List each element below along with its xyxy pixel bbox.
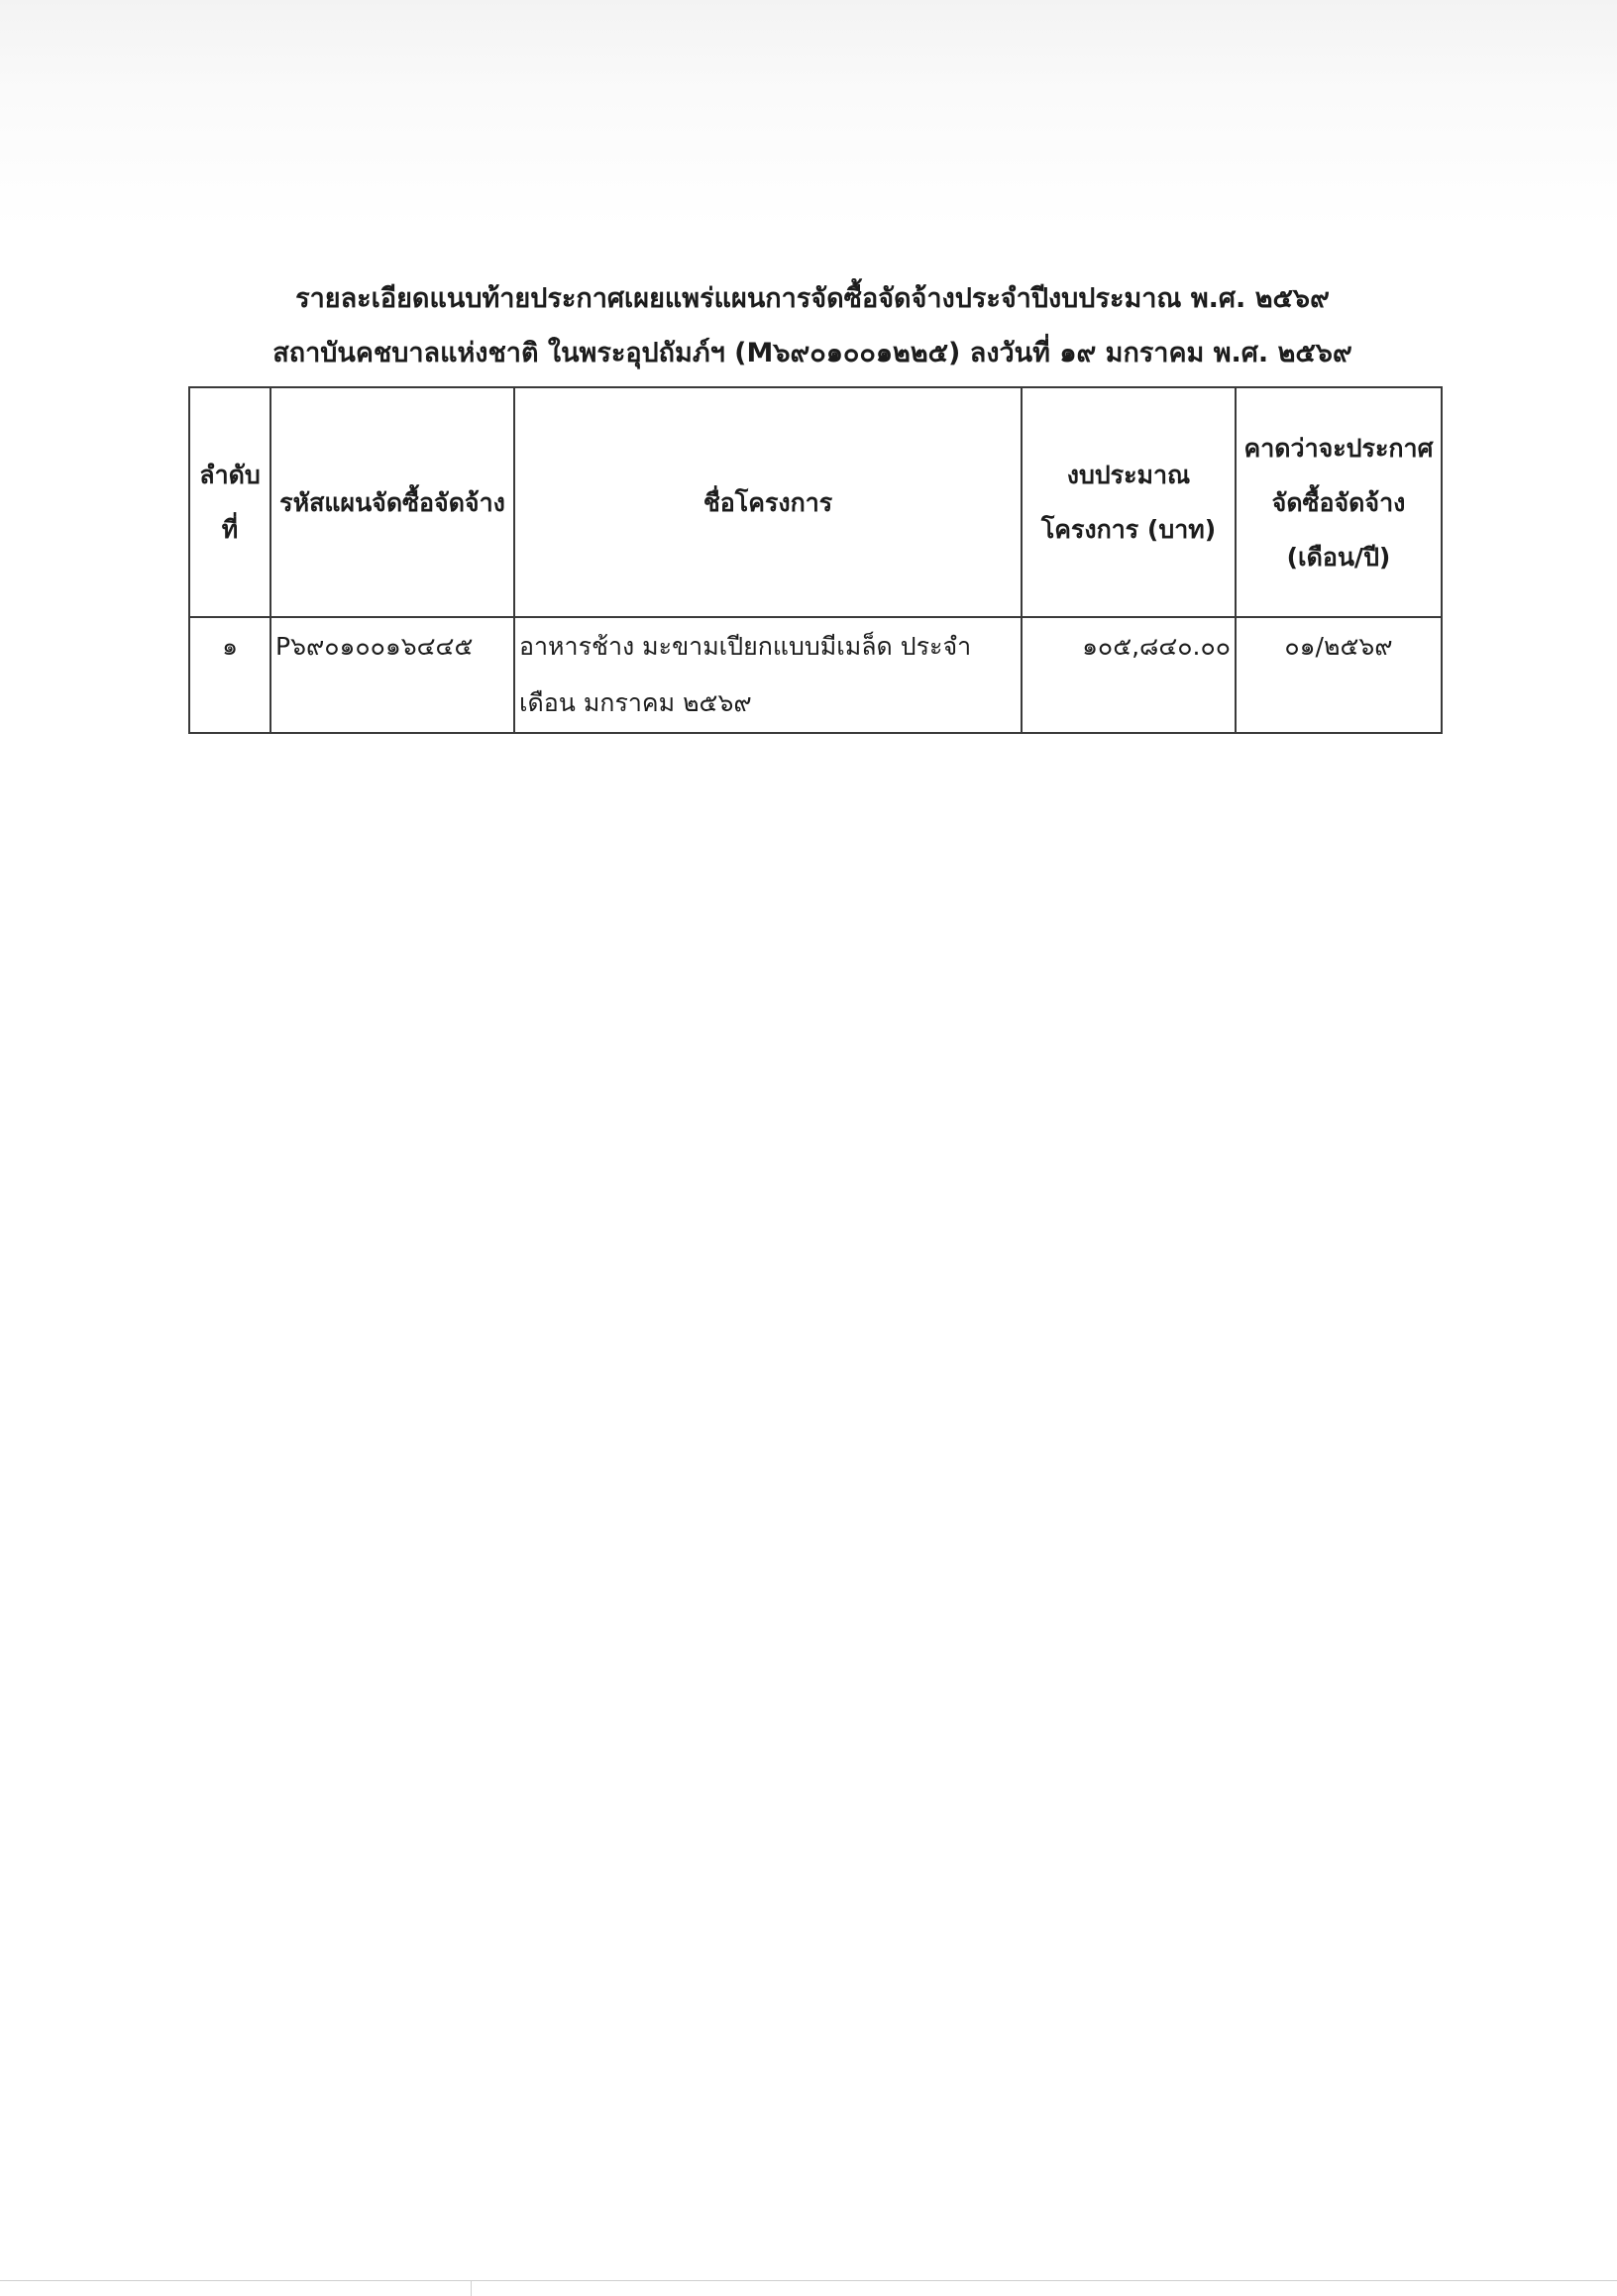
cell-budget: ๑๐๕,๘๔๐.๐๐ <box>1022 617 1236 733</box>
cell-project-name: อาหารช้าง มะขามเปียกแบบมีเมล็ด ประจำเดือน มกราคม ๒๕๖๙ <box>514 617 1022 733</box>
header-project-name: ชื่อโครงการ <box>514 387 1022 617</box>
header-budget: งบประมาณโครงการ (บาท) <box>1022 387 1236 617</box>
footer-divider-tick <box>471 2280 472 2296</box>
header-plan-code: รหัสแผนจัดซื้อจัดจ้าง <box>270 387 514 617</box>
footer-divider <box>0 2280 1617 2281</box>
header-expected-date: คาดว่าจะประกาศจัดซื้อจัดจ้าง (เดือน/ปี) <box>1236 387 1442 617</box>
cell-no: ๑ <box>189 617 270 733</box>
document-title-line2: สถาบันคชบาลแห่งชาติ ในพระอุปถัมภ์ฯ (M๖๙๐๑๐๐๑๒๒๕) ลงวันที่ ๑๙ มกราคม พ.ศ. ๒๕๖๙ <box>272 338 1352 368</box>
cell-plan-code: P๖๙๐๑๐๐๑๖๔๔๕ <box>270 617 514 733</box>
document-title-line1: รายละเอียดแนบท้ายประกาศเผยแพร่แผนการจัดซื้อจัดจ้างประจำปีงบประมาณ พ.ศ. ๒๕๖๙ <box>295 283 1330 314</box>
cell-expected-date: ๐๑/๒๕๖๙ <box>1236 617 1442 733</box>
procurement-plan-table <box>188 386 1443 734</box>
table-header-row <box>189 387 1442 617</box>
header-no: ลำดับที่ <box>189 387 270 617</box>
table-row <box>189 617 1442 733</box>
